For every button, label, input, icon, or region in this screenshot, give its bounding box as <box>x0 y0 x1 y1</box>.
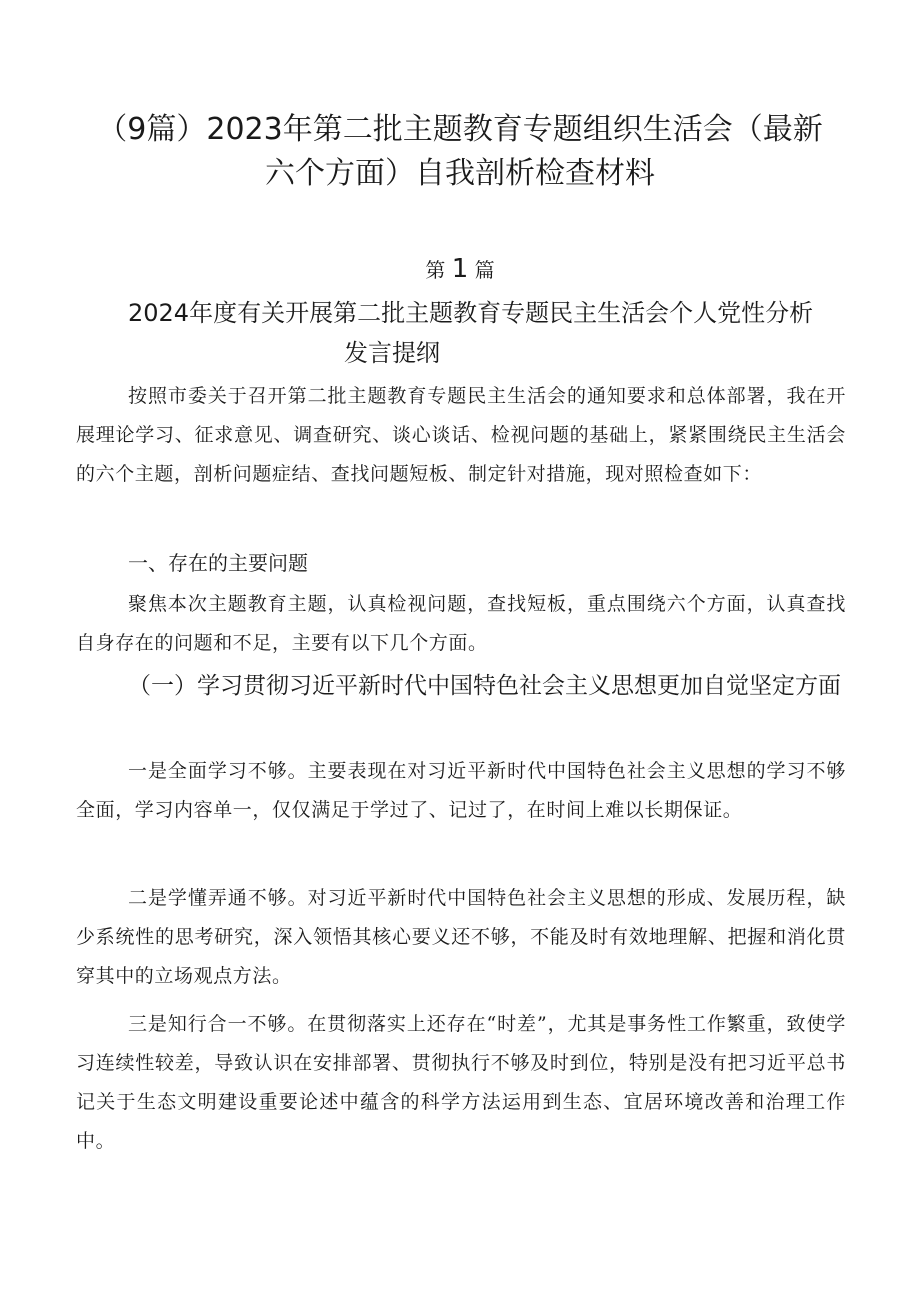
main-title-line-2: 六个方面）自我剖析检查材料 <box>265 156 655 191</box>
section-heading-problems: 一、存在的主要问题 <box>128 551 308 575</box>
part-label <box>0 254 920 285</box>
point-2-paragraph: 二是学懂弄通不够。对习近平新时代中国特色社会主义思想的形成、发展历程，缺少系统性的思考研究，深入领悟其核心要义还不够，不能及时有效地理解、把握和消化贯穿其中的立场观点方法。 <box>76 887 846 987</box>
document-title-line-2: 发言提纲 <box>344 339 440 367</box>
subsection-heading-study: （一）学习贯彻习近平新时代中国特色社会主义思想更加自觉坚定方面 <box>128 673 841 699</box>
part-suffix: 篇 <box>474 258 495 282</box>
main-title-line-1: （9篇）2023年第二批主题教育专题组织生活会（最新 <box>97 112 823 147</box>
intro-paragraph: 按照市委关于召开第二批主题教育专题民主生活会的通知要求和总体部署，我在开展理论学习、征求意见、调查研究、谈心谈话、检视问题的基础上，紧紧围绕民主生活会的六个主题，剖析问题症结、查找问题短板、制定针对措施，现对照检查如下： <box>76 385 846 485</box>
point-3-paragraph: 三是知行合一不够。在贯彻落实上还存在“时差”，尤其是事务性工作繁重，致使学习连续性较差，导致认识在安排部署、贯彻执行不够及时到位，特别是没有把习近平总书记关于生态文明建设重要论述中蕴含的科学方法运用到生态、宜居环境改善和治理工作中。 <box>76 1013 846 1152</box>
part-number: 1 <box>451 254 469 284</box>
section-intro-paragraph: 聚焦本次主题教育主题，认真检视问题，查找短板，重点围绕六个方面，认真查找自身存在的问题和不足，主要有以下几个方面。 <box>76 593 846 654</box>
point-1-paragraph: 一是全面学习不够。主要表现在对习近平新时代中国特色社会主义思想的学习不够全面，学习内容单一，仅仅满足于学过了、记过了，在时间上难以长期保证。 <box>76 760 846 821</box>
part-prefix: 第 <box>425 258 446 282</box>
main-title <box>60 108 860 196</box>
document-title <box>128 293 868 373</box>
document-title-line-1: 2024年度有关开展第二批主题教育专题民主生活会个人党性分析 <box>128 299 814 327</box>
